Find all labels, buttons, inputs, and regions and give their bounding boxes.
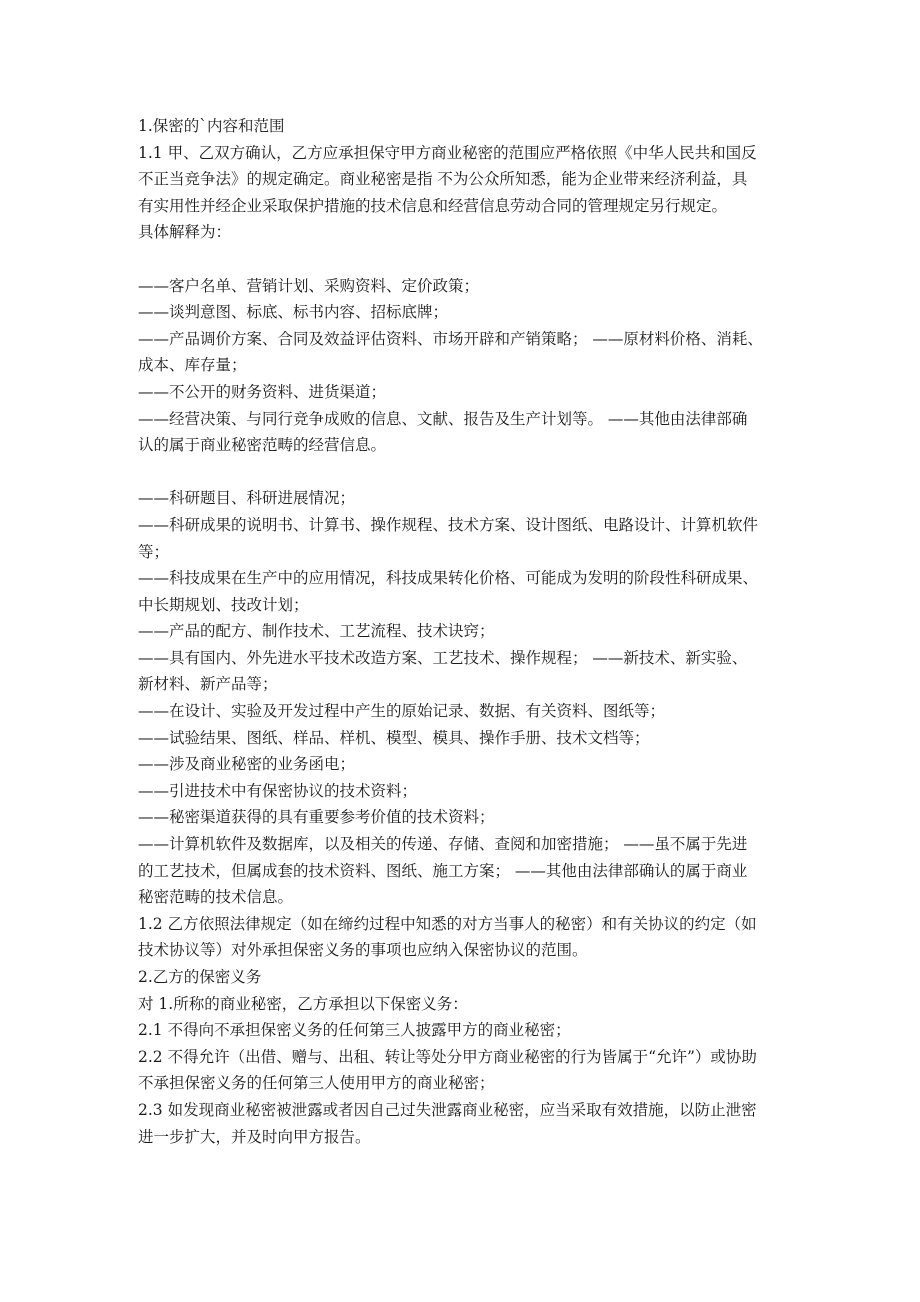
list-item: 等；	[138, 542, 170, 561]
list-item: ——科研题目、科研进展情况；	[138, 489, 356, 508]
list-item: ——在设计、实验及开发过程中产生的原始记录、数据、有关资料、图纸等；	[138, 702, 666, 721]
text-line: 具体解释为：	[138, 223, 232, 242]
blank-line	[138, 459, 798, 486]
text-line: 1.2 乙方依照法律规定（如在缔约过程中知悉的对方当事人的秘密）和有关协议的约定（如	[138, 914, 757, 933]
text-line: 1.1 甲、乙双方确认，乙方应承担保守甲方商业秘密的范围应严格依照《中华人民共和国反	[138, 143, 757, 162]
list-item: ——不公开的财务资料、进货渠道；	[138, 382, 387, 401]
text-line: 技术协议等）对外承担保密义务的事项也应纳入保密协议的范围。	[138, 941, 588, 960]
text-line: 2.3 如发现商业秘密被泄露或者因自己过失泄露商业秘密，应当采取有效措施，以防止泄密	[138, 1100, 757, 1119]
list-item: ——计算机软件及数据库，以及相关的传递、存储、查阅和加密措施； ——虽不属于先进	[138, 835, 748, 854]
list-item: ——客户名单、营销计划、采购资料、定价政策；	[138, 276, 480, 295]
section-heading: 1.保密的`内容和范围	[138, 117, 285, 135]
list-item: ——试验结果、图纸、样品、样机、模型、模具、操作手册、技术文档等；	[138, 728, 650, 747]
text-line: 不承担保密义务的任何第三人使用甲方的商业秘密；	[138, 1074, 495, 1093]
text-line: 不正当竞争法》的规定确定。商业秘密是指 不为公众所知悉，能为企业带来经济利益，具	[138, 170, 748, 189]
list-item: ——产品调价方案、合同及效益评估资料、市场开辟和产销策略； ——原材料价格、消耗、	[138, 329, 763, 348]
list-item: ——涉及商业秘密的业务函电；	[138, 755, 356, 774]
section-heading: 2.乙方的保密义务	[138, 968, 262, 986]
list-item: ——秘密渠道获得的具有重要参考价值的技术资料；	[138, 808, 495, 827]
list-item: 秘密范畴的技术信息。	[138, 888, 294, 907]
list-item: 的工艺技术，但属成套的技术资料、图纸、施工方案； ——其他由法律部确认的属于商业	[138, 861, 748, 880]
list-item: 新材料、新产品等；	[138, 675, 278, 694]
text-line: 2.1 不得向不承担保密义务的任何第三人披露甲方的商业秘密；	[138, 1021, 571, 1040]
blank-line	[138, 246, 798, 273]
document-body	[138, 113, 798, 1150]
list-item: ——具有国内、外先进水平技术改造方案、工艺技术、操作规程； ——新技术、新实验、	[138, 648, 748, 667]
text-line: 有实用性并经企业采取保护措施的技术信息和经营信息劳动合同的管理规定另行规定。	[138, 196, 728, 215]
list-item: 认的属于商业秘密范畴的经营信息。	[138, 436, 387, 455]
text-line: 2.2 不得允许（出借、赠与、出租、转让等处分甲方商业秘密的行为皆属于“允许”）或协助	[138, 1047, 757, 1066]
list-item: 成本、库存量；	[138, 356, 247, 375]
text-line: 对 1.所称的商业秘密，乙方承担以下保密义务：	[138, 994, 468, 1013]
text-line: 进一步扩大，并及时向甲方报告。	[138, 1127, 371, 1146]
list-item: ——产品的配方、制作技术、工艺流程、技术诀窍；	[138, 622, 495, 641]
list-item: ——科技成果在生产中的应用情况，科技成果转化价格、可能成为发明的阶段性科研成果、	[138, 569, 759, 588]
list-item: ——科研成果的说明书、计算书、操作规程、技术方案、设计图纸、电路设计、计算机软件	[138, 515, 759, 534]
list-item: 中长期规划、技改计划；	[138, 595, 309, 614]
list-item: ——引进技术中有保密协议的技术资料；	[138, 781, 418, 800]
list-item: ——谈判意图、标底、标书内容、招标底牌；	[138, 303, 449, 322]
list-item: ——经营决策、与同行竞争成败的信息、文献、报告及生产计划等。 ——其他由法律部确	[138, 409, 748, 428]
